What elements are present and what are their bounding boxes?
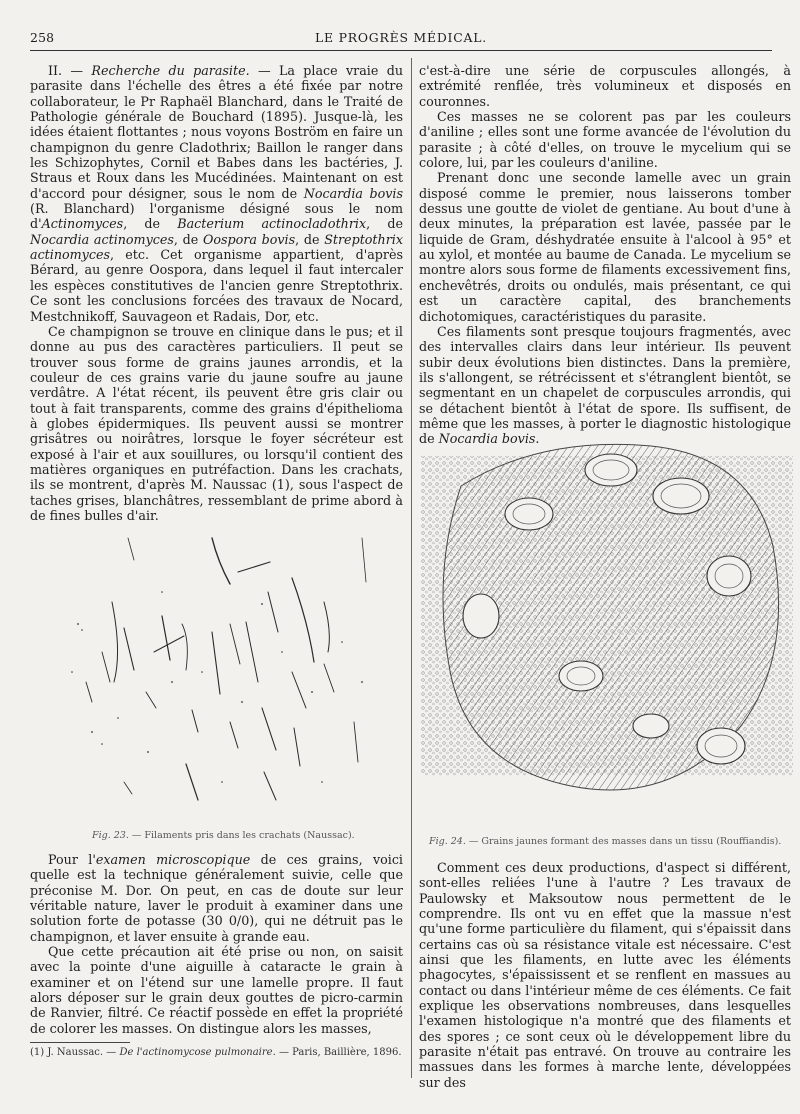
right-column-bottom [419, 860, 791, 1090]
paragraph-microscopic-exam: Pour l'examen microscopique de ces grains, voici quelle est la technique généralement suivie, celle que préconise M. Dor. On peut, en cas de doute sur leur véritable nature, laver le produit à examiner dans une solution forte de potasse (30 0/0), qui ne détruit pas le champignon, et laver ensuite à grande eau. [30, 852, 403, 944]
paragraph-corpuscles: c'est-à-dire une série de corpuscules allongés, à extrémité renflée, très volumineux et disposés en couronnes. [419, 63, 791, 109]
paragraph-preparation: Que cette précaution ait été prise ou non, on saisit avec la pointe d'une aiguille à cataracte le grain à examiner et on l'étend sur une lamelle propre. Il faut alors déposer sur le grain deux gouttes de picro-carmin de Ranvier, filtré. Ce réactif possède en effet la propriété de colorer les masses. On distingue alors les masses, [30, 944, 403, 1036]
paragraph-parasite-search: II. — Recherche du parasite. — La place vraie du parasite dans l'échelle des êtres a été fixée par notre collaborateur, le Pr Raphaël Blanchard, dans le Traité de Pathologie générale de Bouchard (1895). Jusque-là, les idées étaient flottantes ; nous voyons Boström en faire un champignon du genre Cladothrix; Baillon le ranger dans les Schizophytes, Cornil et Babes dans les bactéries, J. Straus et Roux dans les Mucédinées. Maintenant on est d'accord pour désigner, sous le nom de Nocardia bovis (R. Blanchard) l'organisme désigné sous le nom d'Actinomyces, de Bacterium actinocladothrix, de Nocardia actinomyces, de Oospora bovis, de Streptothrix actinomyces, etc. Cet organisme appartient, d'après Bérard, au genre Oospora, dans lequel il faut intercaler les espèces constitutives de l'ancien genre Streptothrix. Ce sont les conclusions forcées des travaux de Nocard, Mestchnikoff, Sauvageon et Radais, Dor, etc. [30, 63, 404, 324]
figure-24-caption: Fig. 24. — Grains jaunes formant des masses dans un tissu (Rouffiandis). [429, 836, 782, 847]
paragraph-filaments: Ces filaments sont presque toujours fragmentés, avec des intervalles clairs dans leur intérieur. Ils peuvent subir deux évolutions bien distinctes. Dans la première, ils s'allongent, se rétrécissent et s'étranglent bientôt, se segmentant en un chapelet de corpuscules arrondis, qui se détachent bientôt à l'état de spore. Ils suffisent, de même que les masses, à porter le diagnostic histologique de Nocardia bovis. [419, 323, 791, 447]
column-divider [411, 58, 412, 1078]
footnote: (1) J. Naussac. — De l'actinomycose pulmonaire. — Paris, Baillière, 1896. [30, 1047, 402, 1058]
header-rule [30, 50, 772, 51]
figure-23-caption: Fig. 23. — Filaments pris dans les crachats (Naussac). [92, 830, 355, 841]
running-header [30, 30, 772, 48]
page-number: 258 [30, 30, 55, 45]
paragraph-masses-coloring: Ces masses ne se colorent pas par les couleurs d'aniline ; elles sont une forme avancée de l'évolution du parasite ; à côté d'elles, on trouve le mycelium qui se colore, lui, par les couleurs d'aniline. [419, 109, 791, 171]
figure-23-filaments [62, 532, 382, 824]
paragraph-clinical-forms: Ce champignon se trouve en clinique dans le pus; et il donne au pus des caractères particuliers. Il peut se trouver sous forme de grains jaunes arrondis, et la couleur de ces grains varie du jaune soufre au jaune verdâtre. A l'état récent, ils peuvent être gris clair ou tout à fait transparents, comme des grains d'épithelioma à globes épidermiques. Ils peuvent aussi se montrer grisâtres ou noirâtres, lorsque le foyer sécréteur est exposé à l'air et aux souillures, ou lorsqu'il contient des matières organiques en putréfaction. Dans les crachats, ils se montrent, d'après M. Naussac (1), sous l'aspect de taches grises, blanchâtres, ressemblant de prime abord à de fines bulles d'air. [30, 323, 403, 523]
figure-24-yellow-grains [421, 426, 793, 828]
left-column-bottom [30, 852, 403, 1036]
journal-title: LE PROGRÈS MÉDICAL. [314, 30, 488, 45]
right-column [419, 63, 791, 447]
left-column [30, 63, 403, 523]
paragraph-gentian-violet: Prenant donc une seconde lamelle avec un grain disposé comme le premier, nous laisserons tomber dessus une goutte de violet de gentiane. Au bout d'une à deux minutes, la préparation est lavée, passée par le liquide de Gram, déshydratée ensuite à l'alcool à 95° et au xylol, et montée au baume de Canada. Le mycelium se montre alors sous forme de filaments excessivement fins, enchevêtrés, droits ou ondulés, mais présentant, ce qui est un caractère capital, des branchements dichotomiques, caractéristiques du parasite. [419, 170, 791, 324]
paragraph-two-productions: Comment ces deux productions, d'aspect si différent, sont-elles reliées l'une à l'autre ? Les travaux de Paulowsky et Maksoutow nous permettent de le comprendre. Ils ont vu en effet que la massue n'est qu'une forme particulière du filament, qui s'épaissit dans certains cas où sa résistance vitale est nécessaire. C'est ainsi que les filaments, en lutte avec les éléments phagocytes, s'épaississent et se renflent en massues au contact ou dans l'intérieur même de ces éléments. Ce fait explique les observations nombreuses, dans lesquelles l'examen histologique n'a montré que des filaments et des spores ; ce sont ceux où le développement libre du parasite n'était pas entravé. On trouve au contraire les massues dans les formes à marche lente, développées sur des [419, 860, 791, 1090]
section-heading: Recherche du parasite. [91, 63, 250, 78]
footnote-rule [30, 1042, 130, 1043]
